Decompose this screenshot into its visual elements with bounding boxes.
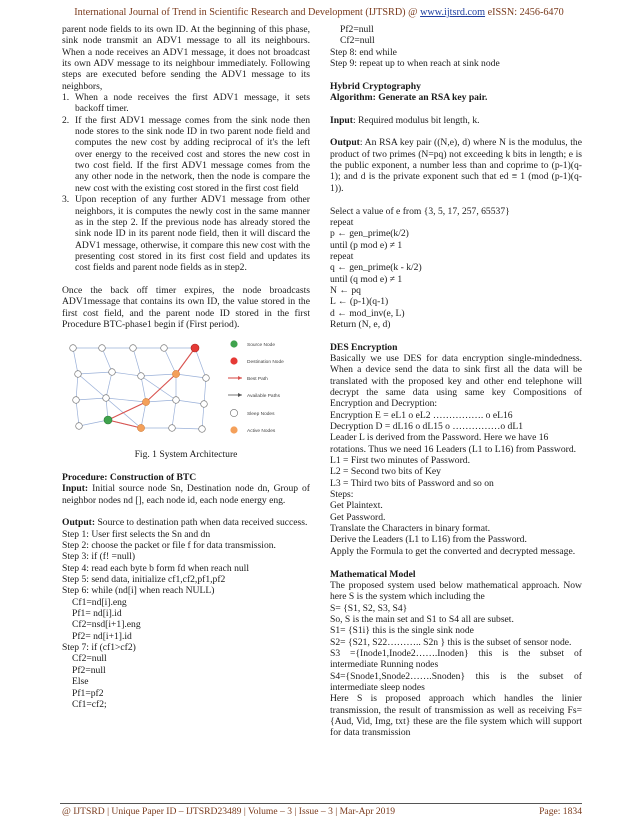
rsa-pseudocode-line: N ← pq <box>330 284 361 296</box>
algorithm-step-line: Step 3: if (f! =null) <box>62 551 136 563</box>
system-architecture-figure <box>62 334 310 446</box>
footer-page-number: Page: 1834 <box>539 806 582 817</box>
legend-destination-marker <box>230 358 237 365</box>
algorithm-step-line: Pf1=pf2 <box>72 687 104 699</box>
des-paragraph: Basically we use DES for data encryption single-mindedness. When a device send the data to sink first all the data will be translated with the proposed key and other end telephone will decrypt the same data using same key Compositions of Encryption and Decryption: <box>330 352 582 410</box>
math-s3: S3 ={Inode1,Inode2…….Inoden} this is the subset of intermediate Running nodes <box>330 647 582 671</box>
math-s1: S1= {S1i} this is the single sink node <box>330 625 474 637</box>
des-step-line: Derive the Leaders (L1 to L16) from the Password. <box>330 534 527 546</box>
algorithm-step-line: Step 8: end while <box>330 46 397 58</box>
rsa-pseudocode-line: until (p mod e) ≠ 1 <box>330 239 403 251</box>
destination-node <box>191 344 199 352</box>
journal-website-link[interactable]: www.ijtsrd.com <box>420 7 486 18</box>
algorithm-step-line: Cf1=nd[i].eng <box>72 596 127 608</box>
des-step-line: L2 = Second two bits of Key <box>330 466 441 478</box>
rsa-pseudocode-line: p ← gen_prime(k/2) <box>330 228 409 240</box>
des-step-line: Steps: <box>330 489 354 501</box>
rsa-algorithm-title: Algorithm: Generate an RSA key pair. <box>330 92 488 104</box>
legend-available-paths-label: Available Paths <box>247 394 280 400</box>
legend-active-label: Active Nodes <box>247 429 276 435</box>
rsa-input: Input: Required modulus bit length, k. <box>330 114 480 126</box>
legend-markers <box>228 341 242 434</box>
des-title: DES Encryption <box>330 341 398 353</box>
phase-steps-list <box>62 92 310 274</box>
des-step-line: Get Password. <box>330 511 386 523</box>
des-step-line: Get Plaintext. <box>330 500 383 512</box>
backoff-paragraph: Once the back off timer expires, the node broadcasts ADV1message that contains its own ID, the value stored in the first cost field, and the parent node ID stored in the first Procedure BTC-phase1 begin if (First period). <box>62 284 310 330</box>
right-column <box>330 24 582 739</box>
algorithm-step-line: Pf2= nd[i+1].id <box>72 630 132 642</box>
leader-paragraph: Leader L is derived from the Password. Here we have 16 rotations. Thus we need 16 Leaders (L1 to L16) from Password. <box>330 432 577 455</box>
encryption-formula: Encryption E = eL1 o eL2 ……………. o eL16 <box>330 409 513 421</box>
step-number: 1. <box>62 92 70 104</box>
legend-best-path-label: Best Path <box>247 377 268 383</box>
footer-paper-info: @ IJTSRD | Unique Paper ID – IJTSRD23489 | Volume – 3 | Issue – 3 | Mar-Apr 2019 <box>62 806 396 817</box>
math-set: S= {S1, S2, S3, S4} <box>330 602 408 614</box>
hybrid-crypto-title: Hybrid Cryptography <box>330 80 421 92</box>
running-footer <box>62 806 582 817</box>
decryption-formula: Decryption D = dL16 o dL15 o ……………o dL1 <box>330 421 523 433</box>
algorithm-step-line: Step 1: User first selects the Sn and dn <box>62 528 211 540</box>
running-header <box>0 7 638 18</box>
rsa-pseudocode-line: L ← (p-1)(q-1) <box>330 296 389 308</box>
des-step-line: L3 = Third two bits of Password and so on <box>330 477 494 489</box>
legend-sleep-marker <box>230 410 237 417</box>
step-number: 3. <box>62 194 70 206</box>
algorithm-step-line: Cf2=null <box>340 35 375 47</box>
intro-paragraph: parent node fields to its own ID. At the beginning of this phase, sink node transmit an ADV1 message to all its neighbours. When a node receives an ADV1 message, it does not broadcast its own ADV message to its neighbour immediately. Following steps are executed before sending the ADV1 message to its neighbors, <box>62 24 310 92</box>
rsa-pseudocode-line: d ← mod_inv(e, L) <box>330 307 405 319</box>
legend-active-marker <box>230 427 237 434</box>
phase-step <box>62 115 310 194</box>
phase-step <box>62 92 310 115</box>
algorithm-step-line: Pf2=null <box>72 664 106 676</box>
rsa-pseudocode-line: repeat <box>330 250 354 262</box>
rsa-pseudocode-line: until (q mod e) ≠ 1 <box>330 273 403 285</box>
math-paragraph-2: So, S is the main set and S1 to S4 all are subset. <box>330 613 514 625</box>
journal-name: International Journal of Trend in Scientific Research and Development (IJTSRD) @ <box>74 7 418 18</box>
des-steps <box>330 455 582 546</box>
legend-source-marker <box>230 341 237 348</box>
procedure-input: Input: Initial source node Sn, Destination node dn, Group of neighbor nodes nd [], each node id, each node energy eng. <box>62 483 310 506</box>
legend-sleep-label: Sleep Nodes <box>247 412 275 418</box>
algorithm-step-line: Pf1= nd[i].id <box>72 608 122 620</box>
rsa-pseudocode-line: Select a value of e from {3, 5, 17, 257, 65537} <box>330 205 510 217</box>
algorithm-step-line: Step 4: read each byte b form fd when reach null <box>62 562 250 574</box>
algorithm-step-line: Cf1=cf2; <box>72 698 107 710</box>
math-paragraph-3: Here S is proposed approach which handles the linier transmission, the result of transmission as well as receiving Fs= {Aud, Vid, Img, txt} these are the file system which will support for data transmission <box>330 693 582 739</box>
rsa-pseudocode-line: Return (N, e, d) <box>330 318 391 330</box>
step-number: 2. <box>62 114 70 126</box>
figure-caption: Fig. 1 System Architecture <box>134 449 238 461</box>
legend-source-label: Source Node <box>247 343 275 349</box>
rsa-output: Output: An RSA key pair ((N,e), d) where N is the modulus, the product of two primes (N=pq) not exceeding k bits in length; e is the public exponent, a number less than and coprime to (p-1)(q-1); and d is the private exponent such that ed ≡ 1 (mod (p-1)(q-1)). <box>330 137 582 194</box>
algorithm-step-line: Else <box>72 676 89 688</box>
network-diagram <box>62 334 310 446</box>
algorithm-step-line: Step 2: choose the packet or file f for data transmission. <box>62 540 276 552</box>
legend-destination-label: Destination Node <box>247 360 284 366</box>
math-s4: S4={Snode1,Snode2…….Snoden} this is the subset of intermediate sleep nodes <box>330 670 582 693</box>
phase-step <box>62 194 310 273</box>
algorithm-step-line: Step 5: send data, initialize cf1,cf2,pf1,pf2 <box>62 574 226 586</box>
apply-paragraph: Apply the Formula to get the converted and decrypted message. <box>330 545 576 557</box>
best-path-edges <box>108 348 195 428</box>
step-text: If the first ADV1 message comes from the sink node then node stores to the sink node ID in two parent node field and computes the new cost by adding reciprocal of it's the left over energy to the received cost and stores the new cost in two cost field. If the first ADV1 message comes from the any other node in the network, then the node is compare the new cost with the existing cost stored in the first cost field <box>75 114 310 194</box>
footer-rule <box>60 803 582 804</box>
algorithm-steps <box>62 529 310 711</box>
rsa-pseudocode-line: q ← gen_prime(k - k/2) <box>330 262 422 274</box>
procedure-output: Output: Source to destination path when data received success. <box>62 517 308 529</box>
math-s2: S2= {S21, S22……….. S2n } this is the subset of sensor node. <box>330 636 572 648</box>
legend-labels <box>247 342 284 434</box>
des-step-line: L1 = First two minutes of Password. <box>330 455 470 467</box>
rsa-pseudocode <box>330 206 582 331</box>
algorithm-step-line: Step 7: if (cf1>cf2) <box>62 642 136 654</box>
source-node <box>104 416 112 424</box>
algorithm-step-line: Cf2=nsd[i+1].eng <box>72 619 141 631</box>
algorithm-step-line: Step 6: while (nd[i] when reach NULL) <box>62 585 215 597</box>
left-column <box>62 24 310 710</box>
math-model-title: Mathematical Model <box>330 568 416 580</box>
math-paragraph-1: The proposed system used below mathematical approach. Now here S is the system which including the <box>330 579 582 603</box>
algorithm-step-line: Step 9: repeat up to when reach at sink node <box>330 58 500 70</box>
procedure-title: Procedure: Construction of BTC <box>62 471 197 483</box>
des-step-line: Translate the Characters in binary format. <box>330 523 491 535</box>
step-text: Upon reception of any further ADV1 message from other neighbors, it is computes the newly cost in the same manner as in the step 2. If the previous node has already stored the sink node ID in its parent node field, then it will discard the ADV1 message, otherwise, it compare this new cost with the presenting cost stored in its first cost field and updates its cost fields and parent node fields as in step2. <box>75 194 310 274</box>
algorithm-step-line: Cf2=null <box>72 653 107 665</box>
algorithm-continuation <box>330 24 582 69</box>
rsa-pseudocode-line: repeat <box>330 216 354 228</box>
journal-issn: eISSN: 2456-6470 <box>487 7 564 18</box>
algorithm-step-line: Pf2=null <box>340 24 374 35</box>
step-text: When a node receives the first ADV1 message, it sets backoff timer. <box>75 92 310 115</box>
